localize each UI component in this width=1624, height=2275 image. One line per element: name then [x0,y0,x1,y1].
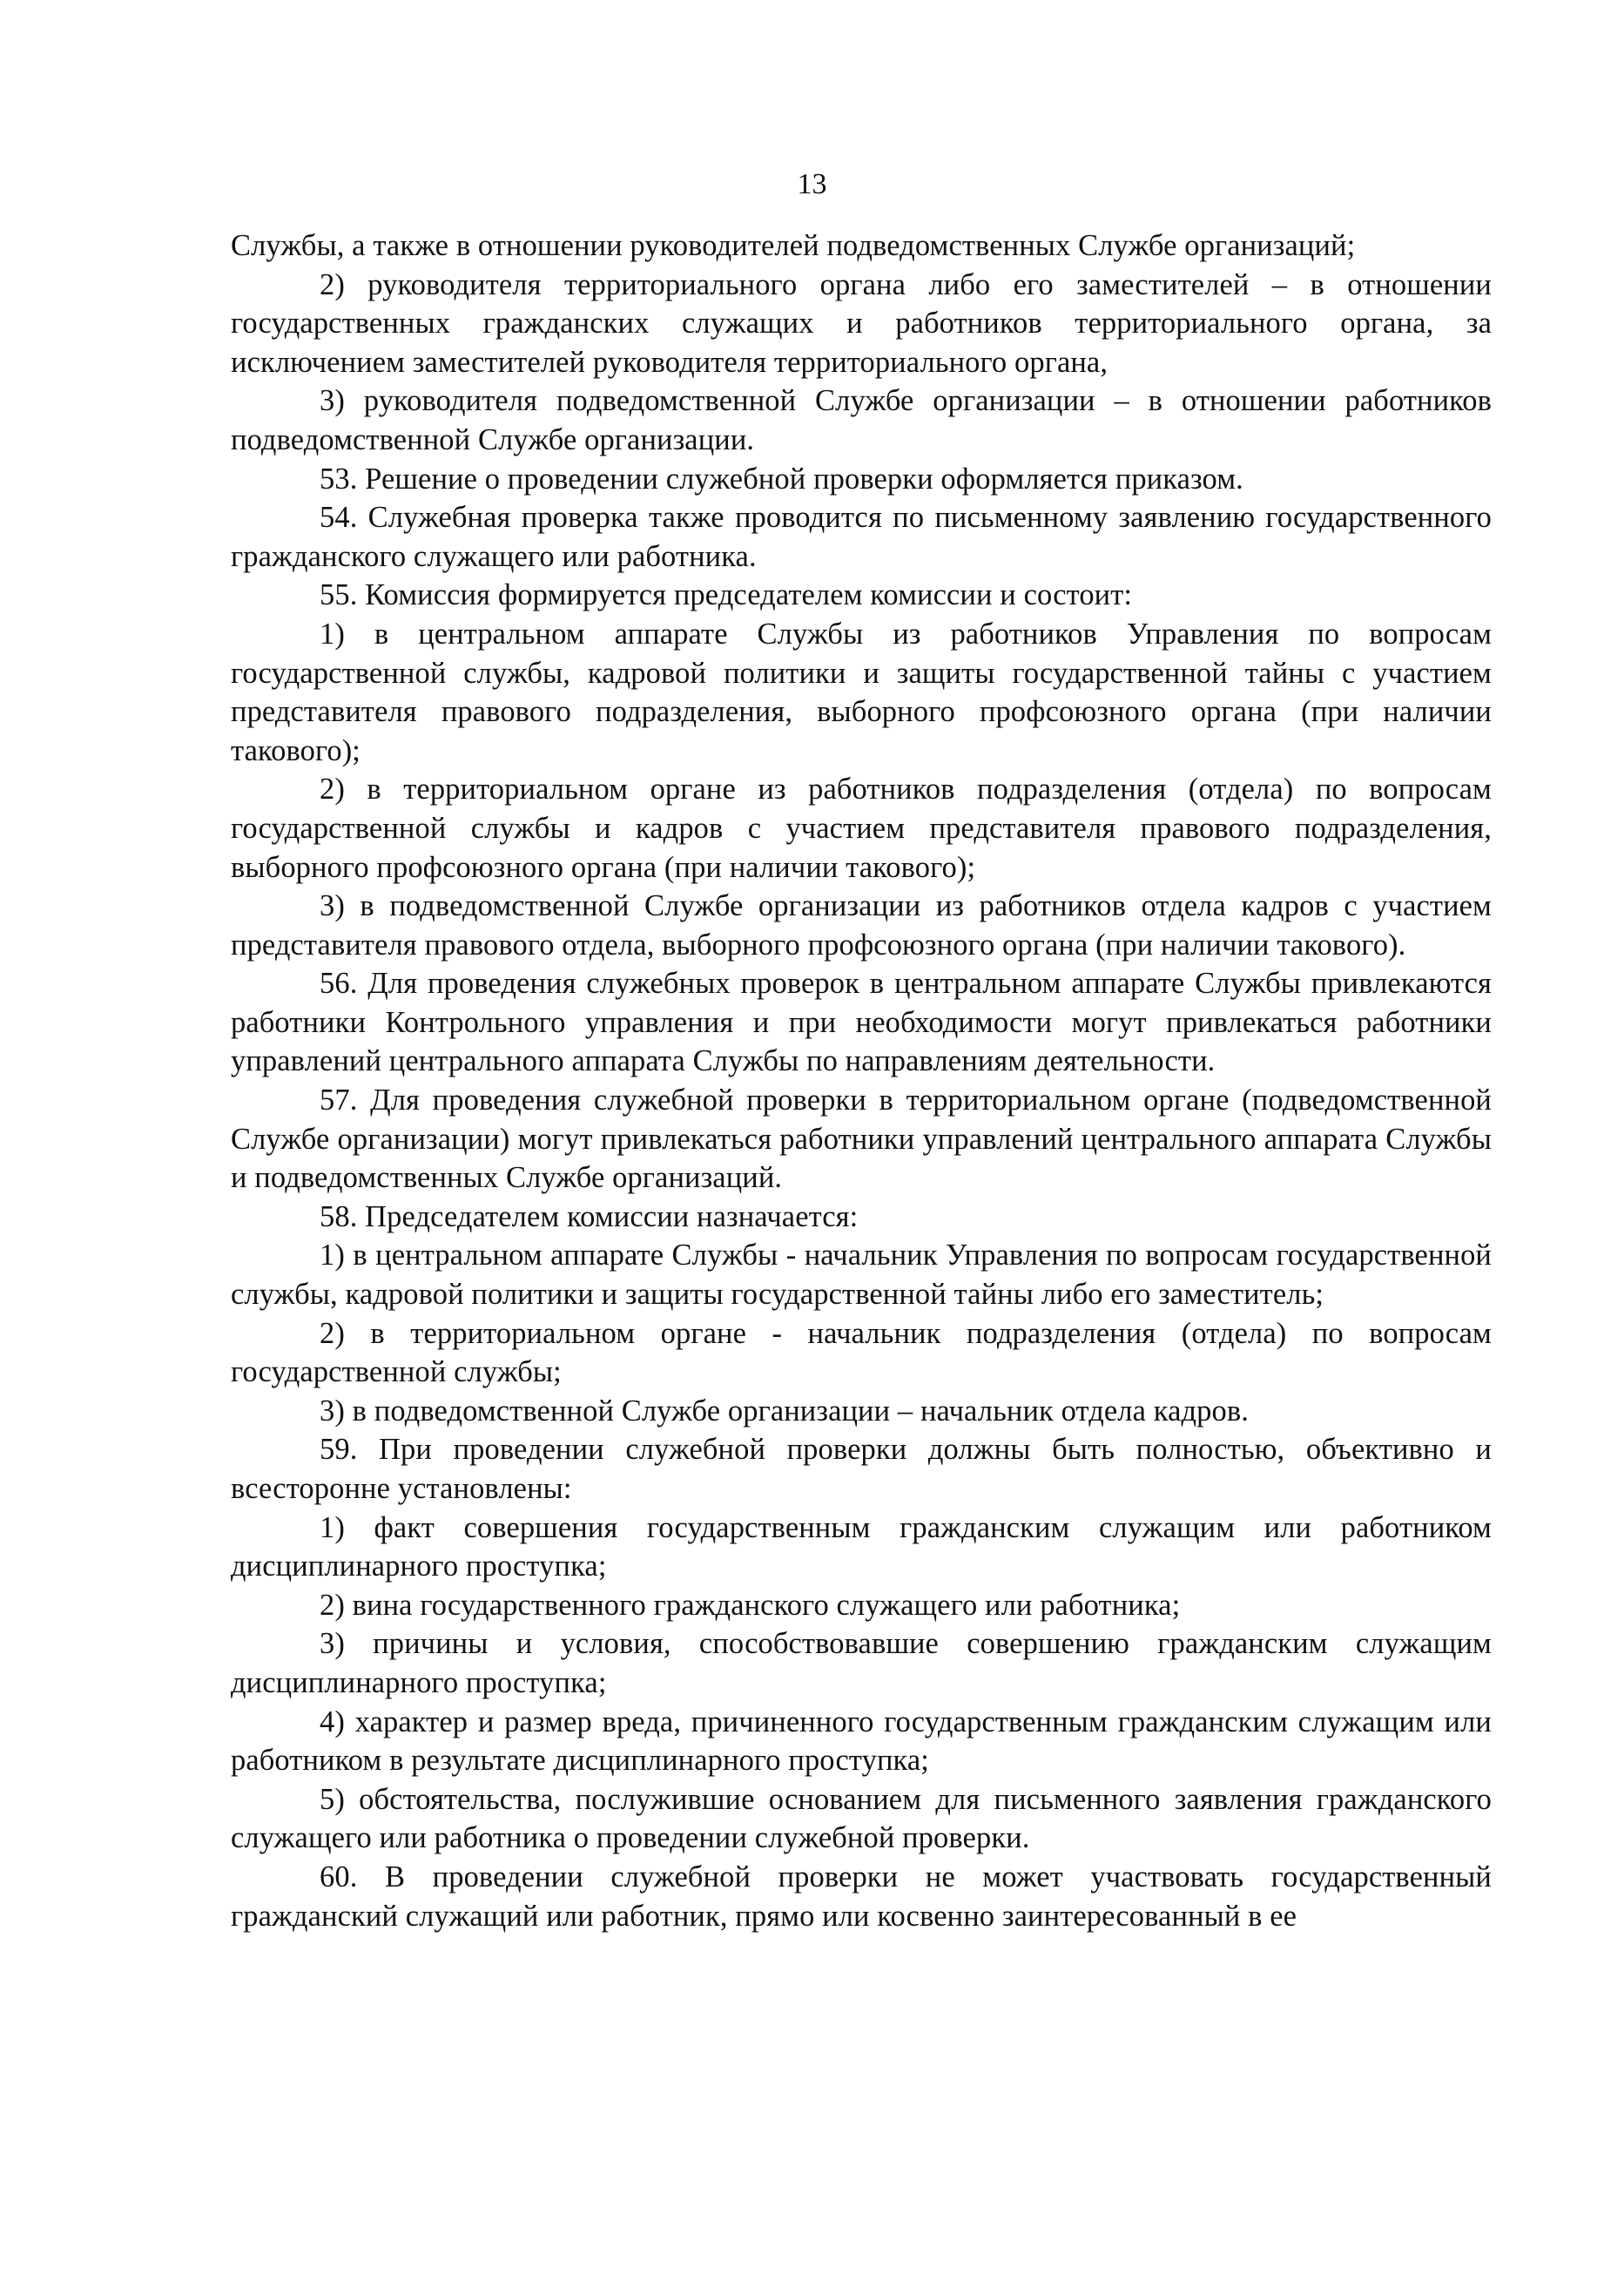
paragraph: 4) характер и размер вреда, причиненного государственным гражданским служащим или работником в результате дисциплинарного проступка; [231,1705,1492,1778]
paragraph: 1) факт совершения государственным гражданским служащим или работником дисциплинарного проступка; [231,1510,1492,1583]
paragraph: 2) в территориальном органе из работников подразделения (отдела) по вопросам государственной службы и кадров с участием представителя правового подразделения, выборного профсоюзного органа (при наличии такового); [231,773,1492,884]
paragraph: 1) в центральном аппарате Службы из работников Управления по вопросам государственной службы, кадровой политики и защиты государственной тайны с участием представителя правового подразделения, выборного профсоюзного органа (при наличии такового); [231,617,1492,767]
paragraph: 59. При проведении служебной проверки должны быть полностью, объективно и всесторонне установлены: [231,1433,1492,1505]
paragraph: 3) руководителя подведомственной Службе организации – в отношении работников подведомственной Службе организации. [231,384,1492,456]
paragraph: 53. Решение о проведении служебной проверки оформляется приказом. [320,462,1243,496]
page-number: 13 [797,168,827,200]
paragraph: 3) в подведомственной Службе организации из работников отдела кадров с участием представителя правового отдела, выборного профсоюзного органа (при наличии такового). [231,889,1492,962]
paragraph: 1) в центральном аппарате Службы - начальник Управления по вопросам государственной службы, кадровой политики и защиты государственной тайны либо его заместитель; [231,1239,1492,1312]
paragraph: 60. В проведении служебной проверки не может участвовать государственный гражданский служащий или работник, прямо или косвенно заинтересованный в ее [231,1860,1492,1933]
paragraph: 56. Для проведения служебных проверок в центральном аппарате Службы привлекаются работники Контрольного управления и при необходимости могут привлекаться работники управлений центрального аппарата Службы по направлениям деятельности. [231,967,1492,1078]
document-body [231,226,1492,1935]
paragraph: 58. Председателем комиссии назначается: [320,1199,859,1233]
paragraph: 2) в территориальном органе - начальник подразделения (отдела) по вопросам государственной службы; [231,1316,1492,1389]
paragraph: 2) руководителя территориального органа либо его заместителей – в отношении государственных гражданских служащих и работников территориального органа, за исключением заместителей руководителя территориального органа, [231,267,1492,379]
paragraph: 3) в подведомственной Службе организации – начальник отдела кадров. [320,1394,1249,1428]
paragraph: 57. Для проведения служебной проверки в территориальном органе (подведомственной Службе организации) могут привлекаться работники управлений центрального аппарата Службы и подведомственных Службе организаций. [231,1083,1492,1195]
paragraph: 2) вина государственного гражданского служащего или работника; [320,1588,1181,1622]
paragraph: Службы, а также в отношении руководителей подведомственных Службе организаций; [231,229,1356,262]
paragraph: 5) обстоятельства, послужившие основанием для письменного заявления гражданского служащего или работника о проведении служебной проверки. [231,1782,1492,1855]
paragraph: 54. Служебная проверка также проводится по письменному заявлению государственного гражданского служащего или работника. [231,501,1492,573]
paragraph: 55. Комиссия формируется председателем комиссии и состоит: [320,578,1133,612]
paragraph: 3) причины и условия, способствовавшие совершению гражданским служащим дисциплинарного проступка; [231,1627,1492,1699]
